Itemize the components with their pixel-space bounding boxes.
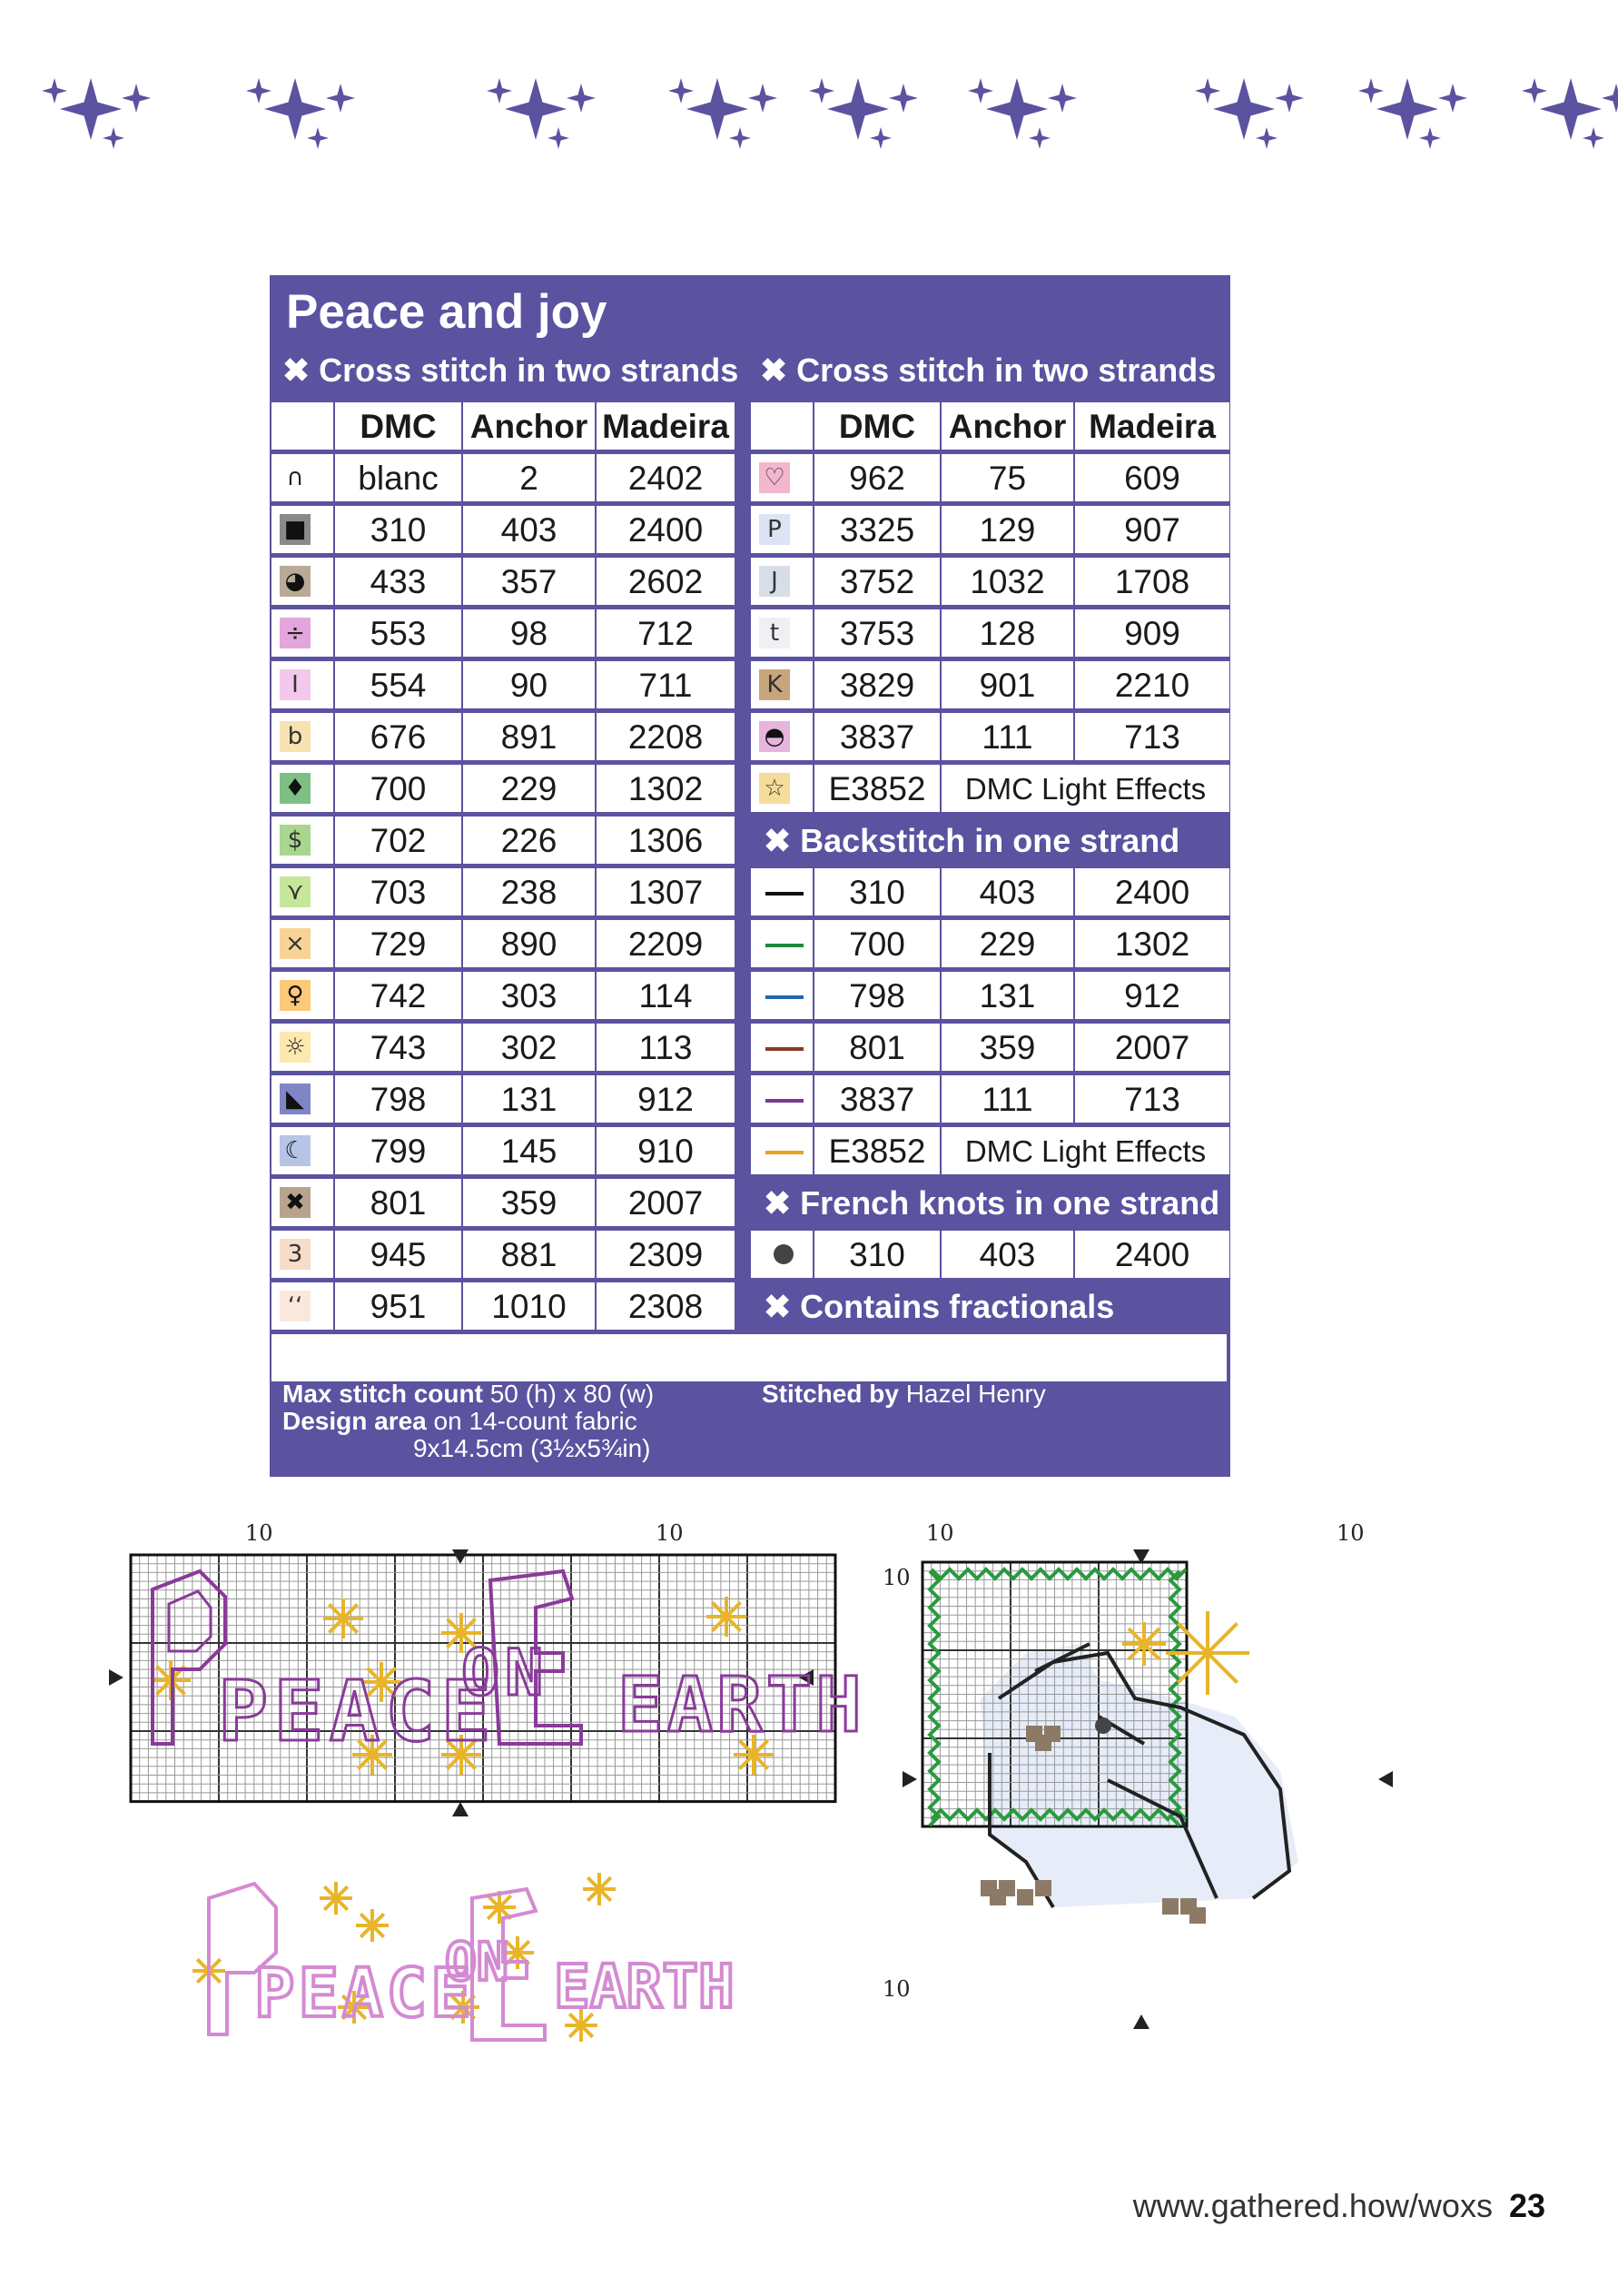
chart-axis-label: 10 [656,1520,684,1546]
anchor-code: 129 [942,506,1073,553]
dmc-code: E3852 [814,765,940,812]
thread-symbol [751,713,813,760]
star-icon [1256,127,1278,149]
madeira-code: 609 [1075,454,1229,501]
hare-chart [872,1517,1398,2062]
thread-symbol [271,920,333,967]
line-swatch [765,1151,804,1154]
lettering-word: PEACE [218,1663,497,1760]
anchor-code: 111 [942,1075,1073,1123]
dmc-code: 702 [335,816,461,864]
star-icon [1540,78,1602,140]
sample-word: ON [445,1931,508,1993]
backstitch-heading: ✖ Backstitch in one strand [764,822,1180,859]
symbol-icon: K [759,669,790,700]
thread-symbol [271,558,333,605]
symbol-icon: P [759,514,790,545]
madeira-code: 2208 [597,713,735,760]
anchor-code: 90 [463,661,595,708]
column-header: Anchor [942,402,1073,450]
column-header: DMC [814,402,940,450]
column-header: Madeira [597,402,735,450]
line-swatch [765,1047,804,1051]
madeira-code: 2210 [1075,661,1229,708]
centre-arrow-left [903,1771,917,1787]
thread-symbol [751,765,813,812]
anchor-code: 229 [463,765,595,812]
madeira-code: 2007 [597,1179,735,1226]
french-knot [751,1231,813,1278]
star-icon [986,78,1048,140]
lettering-word: ON [461,1636,549,1710]
thread-symbol [271,972,333,1019]
madeira-code: 912 [597,1075,735,1123]
madeira-code: 1708 [1075,558,1229,605]
madeira-code: 713 [1075,1075,1229,1123]
madeira-code: 2400 [597,506,735,553]
dmc-code: 742 [335,972,461,1019]
stitched-by: Stitched by Hazel Henry [762,1380,1046,1408]
chart-axis-label: 10 [245,1520,273,1546]
anchor-code: 881 [463,1231,595,1278]
dmc-code: 799 [335,1127,461,1174]
peace-on-earth-chart [109,1517,865,1826]
thread-symbol [271,1127,333,1174]
centre-arrow-left [109,1669,123,1686]
star-icon [505,78,567,140]
symbol-icon: × [280,928,311,959]
madeira-code: 909 [1075,609,1229,657]
centre-arrow-right [1378,1771,1393,1787]
sample-word: EARTH [554,1952,735,2022]
line-swatch [765,995,804,999]
star-icon [748,84,777,113]
website-url: www.gathered.how/woxs [1132,2187,1493,2224]
thread-symbol [751,558,813,605]
madeira-code: 1302 [597,765,735,812]
star-icon [870,127,892,149]
anchor-code: 403 [942,1231,1073,1278]
backstitch-line [751,1024,813,1071]
madeira-code: 1307 [597,868,735,915]
thread-symbol [271,1282,333,1330]
line-swatch [765,1099,804,1103]
column-header: Madeira [1075,402,1229,450]
dmc-code: 3753 [814,609,940,657]
thread-symbol [271,816,333,864]
madeira-code: 2308 [597,1282,735,1330]
symbol-icon: ⋎ [280,876,311,907]
symbol-icon: I [280,669,311,700]
symbol-icon: ☼ [280,1032,311,1063]
symbol-icon: ♀ [280,980,311,1011]
backstitch-line [751,1127,813,1174]
star-icon [889,84,918,113]
star-icon [307,127,329,149]
light-effects-label: DMC Light Effects [942,765,1229,812]
fractionals-heading: ✖ Contains fractionals [764,1288,1115,1325]
chart-axis-label: 10 [883,1976,911,2002]
dmc-code: blanc [335,454,461,501]
symbol-icon: ÷ [280,618,311,648]
star-icon [487,78,512,104]
anchor-code: 75 [942,454,1073,501]
thread-symbol [271,765,333,812]
star-icon [1522,78,1547,104]
anchor-code: 1032 [942,558,1073,605]
french-knots-heading: ✖ French knots in one strand [764,1184,1220,1222]
dmc-code: 729 [335,920,461,967]
anchor-code: 359 [463,1179,595,1226]
thread-symbol [751,506,813,553]
star-icon [1602,84,1618,113]
star-icon [827,78,889,140]
thread-symbol [271,506,333,553]
madeira-code: 907 [1075,506,1229,553]
madeira-code: 113 [597,1024,735,1071]
column-header: Anchor [463,402,595,450]
madeira-code: 2402 [597,454,735,501]
symbol-icon: ☆ [759,773,790,804]
star-icon [60,78,122,140]
backstitch-line [751,920,813,967]
column-header: DMC [335,402,461,450]
dmc-code: 801 [814,1024,940,1071]
centre-arrow-bottom [452,1802,469,1816]
dmc-code: 951 [335,1282,461,1330]
dmc-code: E3852 [814,1127,940,1174]
thread-symbol [271,609,333,657]
anchor-code: 238 [463,868,595,915]
blank-band [271,1334,1227,1381]
dmc-code: 700 [335,765,461,812]
header-blank [271,402,333,450]
madeira-code: 2400 [1075,868,1229,915]
thread-symbol [751,661,813,708]
dmc-code: 703 [335,868,461,915]
design-area: Design area on 14-count fabric [282,1407,637,1435]
dmc-code: 3325 [814,506,940,553]
anchor-code: 359 [942,1024,1073,1071]
thread-symbol [271,868,333,915]
chart-axis-label: 10 [1337,1520,1365,1546]
chart-axis-label: 10 [926,1520,954,1546]
anchor-code: 229 [942,920,1073,967]
madeira-code: 711 [597,661,735,708]
dmc-code: 700 [814,920,940,967]
anchor-code: 226 [463,816,595,864]
madeira-code: 1302 [1075,920,1229,967]
dmc-code: 310 [814,868,940,915]
thread-symbol [271,1179,333,1226]
star-icon [567,84,596,113]
thread-symbol [271,454,333,501]
madeira-code: 912 [1075,972,1229,1019]
line-swatch [765,892,804,896]
symbol-icon: ✖ [280,1187,311,1218]
star-icon [1376,78,1438,140]
star-icon [1419,127,1441,149]
madeira-code: 2209 [597,920,735,967]
right-cross-stitch-heading: ✖ Cross stitch in two strands [760,351,1217,389]
left-cross-stitch-heading: ✖ Cross stitch in two strands [282,351,739,389]
symbol-icon: ◣ [280,1084,311,1114]
anchor-code: 891 [463,713,595,760]
design-size: 9x14.5cm (3½x5¾in) [413,1434,651,1462]
anchor-code: 357 [463,558,595,605]
key-title: Peace and joy [286,285,607,339]
thread-symbol [751,454,813,501]
anchor-code: 131 [463,1075,595,1123]
anchor-code: 111 [942,713,1073,760]
centre-arrow-bottom [1133,2014,1149,2029]
anchor-code: 901 [942,661,1073,708]
dmc-code: 798 [335,1075,461,1123]
anchor-code: 98 [463,609,595,657]
dmc-code: 310 [335,506,461,553]
dmc-code: 554 [335,661,461,708]
dmc-code: 553 [335,609,461,657]
star-icon [1438,84,1467,113]
madeira-code: 713 [1075,713,1229,760]
chart-axis-label: 10 [883,1565,911,1590]
symbol-icon: ☾ [280,1135,311,1166]
anchor-code: 145 [463,1127,595,1174]
anchor-code: 302 [463,1024,595,1071]
symbol-icon: ◕ [280,566,311,597]
header-blank [751,402,813,450]
anchor-code: 403 [463,506,595,553]
anchor-code: 1010 [463,1282,595,1330]
dmc-code: 676 [335,713,461,760]
madeira-code: 1306 [597,816,735,864]
thread-symbol [271,661,333,708]
anchor-code: 128 [942,609,1073,657]
thread-symbol [271,1075,333,1123]
thread-symbol [271,713,333,760]
star-icon [122,84,151,113]
symbol-icon: ♦ [280,773,311,804]
star-icon [42,78,67,104]
star-icon [103,127,124,149]
color-key [270,275,1230,1477]
star-icon [548,127,569,149]
star-border [0,54,1618,163]
anchor-code: 303 [463,972,595,1019]
thread-symbol [751,609,813,657]
hare-design [922,1562,1298,1924]
symbol-icon: ◓ [759,721,790,752]
dmc-code: 945 [335,1231,461,1278]
star-icon [1275,84,1304,113]
knot-dot-icon [774,1244,794,1264]
madeira-code: 2309 [597,1231,735,1278]
star-icon [1048,84,1077,113]
symbol-icon: J [759,566,790,597]
symbol-icon: ■ [280,514,311,545]
anchor-code: 2 [463,454,595,501]
star-icon [686,78,748,140]
symbol-icon: $ [280,825,311,856]
star-icon [1029,127,1051,149]
backstitch-line [751,868,813,915]
star-icon [809,78,834,104]
dmc-code: 743 [335,1024,461,1071]
light-effects-label: DMC Light Effects [942,1127,1229,1174]
star-icon [729,127,751,149]
symbol-icon: ♡ [759,462,790,493]
backstitch-line [751,972,813,1019]
centre-arrow-top [452,1549,469,1564]
max-stitch-count: Max stitch count 50 (h) x 80 (w) [282,1380,655,1408]
anchor-code: 403 [942,868,1073,915]
dmc-code: 3837 [814,1075,940,1123]
symbol-icon: 3 [280,1239,311,1270]
anchor-code: 131 [942,972,1073,1019]
dmc-code: 310 [814,1231,940,1278]
page-number: 23 [1508,2187,1545,2224]
thread-symbol [271,1231,333,1278]
star-icon [1583,127,1604,149]
star-icon [1358,78,1384,104]
star-icon [668,78,694,104]
star-icon [326,84,355,113]
dmc-code: 3829 [814,661,940,708]
stitched-sample [200,1871,735,2044]
anchor-code: 890 [463,920,595,967]
thread-symbol [271,1024,333,1071]
symbol-icon: ∩ [280,462,311,493]
madeira-code: 2400 [1075,1231,1229,1278]
backstitch-line [751,1075,813,1123]
dmc-code: 962 [814,454,940,501]
star-icon [264,78,326,140]
page-footer [1133,2187,1545,2225]
star-icon [968,78,993,104]
dmc-code: 433 [335,558,461,605]
madeira-code: 114 [597,972,735,1019]
line-swatch [765,944,804,947]
lettering-word: EARTH [617,1660,865,1749]
star-icon [1195,78,1220,104]
dmc-code: 801 [335,1179,461,1226]
madeira-code: 2007 [1075,1024,1229,1071]
dmc-code: 3752 [814,558,940,605]
star-icon [1213,78,1275,140]
sample-word: PEACE [254,1955,475,2033]
symbol-icon: t [759,618,790,648]
star-icon [246,78,271,104]
madeira-code: 2602 [597,558,735,605]
madeira-code: 712 [597,609,735,657]
dmc-code: 3837 [814,713,940,760]
madeira-code: 910 [597,1127,735,1174]
dmc-code: 798 [814,972,940,1019]
symbol-icon: ʻʻ [280,1291,311,1321]
symbol-icon: b [280,721,311,752]
